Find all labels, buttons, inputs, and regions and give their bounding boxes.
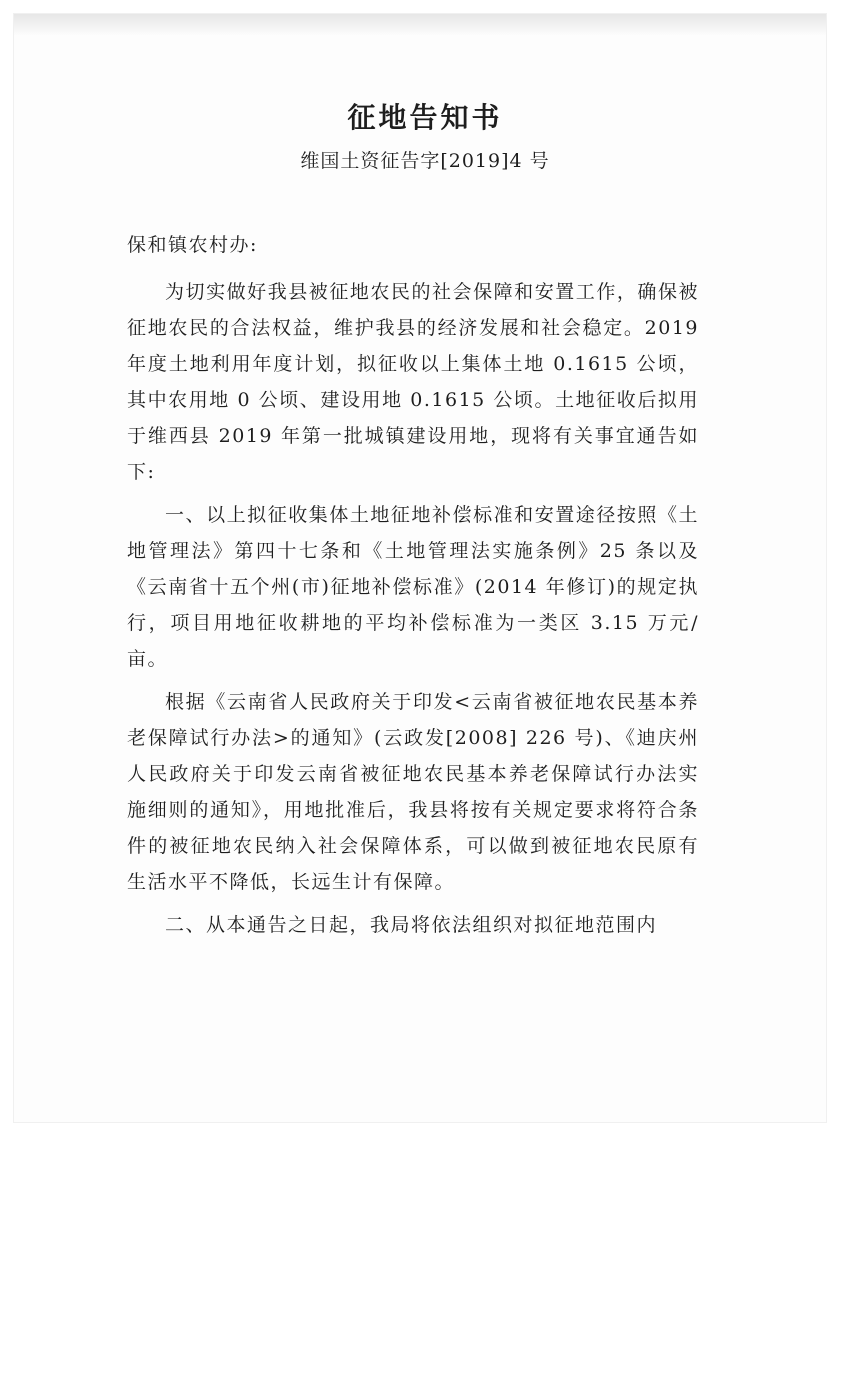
paragraph-intro: 为切实做好我县被征地农民的社会保障和安置工作，确保被征地农民的合法权益，维护我县的经济发展和社会稳定。2019 年度土地利用年度计划，拟征收以上集体土地 0.1615 公顷，其中农用地 0 公顷、建设用地 0.1615 公顷。土地征收后拟用于维西县 2019 年第一批城镇建设用地，现将有关事宜通告如下: bbox=[127, 281, 699, 483]
paragraph-compensation: 一、以上拟征收集体土地征地补偿标准和安置途径按照《土地管理法》第四十七条和《土地管理法实施条例》25 条以及《云南省十五个州(市)征地补偿标准》(2014 年修订)的规定执行，项目用地征收耕地的平均补偿标准为一类区 3.15 万元/亩。 bbox=[127, 504, 699, 670]
document-body bbox=[127, 274, 699, 950]
document-title: 征地告知书 bbox=[347, 101, 503, 134]
paragraph-social-security: 根据《云南省人民政府关于印发<云南省被征地农民基本养老保障试行办法>的通知》(云政发[2008] 226 号)、《迪庆州人民政府关于印发云南省被征地农民基本养老保障试行办法实施细则的通知》，用地批准后，我县将按有关规定要求将符合条件的被征地农民纳入社会保障体系，可以做到被征地农民原有生活水平不降低，长远生计有保障。 bbox=[127, 691, 699, 893]
scan-edge-shadow bbox=[14, 14, 826, 36]
addressee: 保和镇农村办: bbox=[127, 234, 258, 256]
document-number: 维国土资征告字[2019]4 号 bbox=[300, 150, 550, 172]
paragraph-section-two: 二、从本通告之日起，我局将依法组织对拟征地范围内 bbox=[165, 914, 658, 936]
